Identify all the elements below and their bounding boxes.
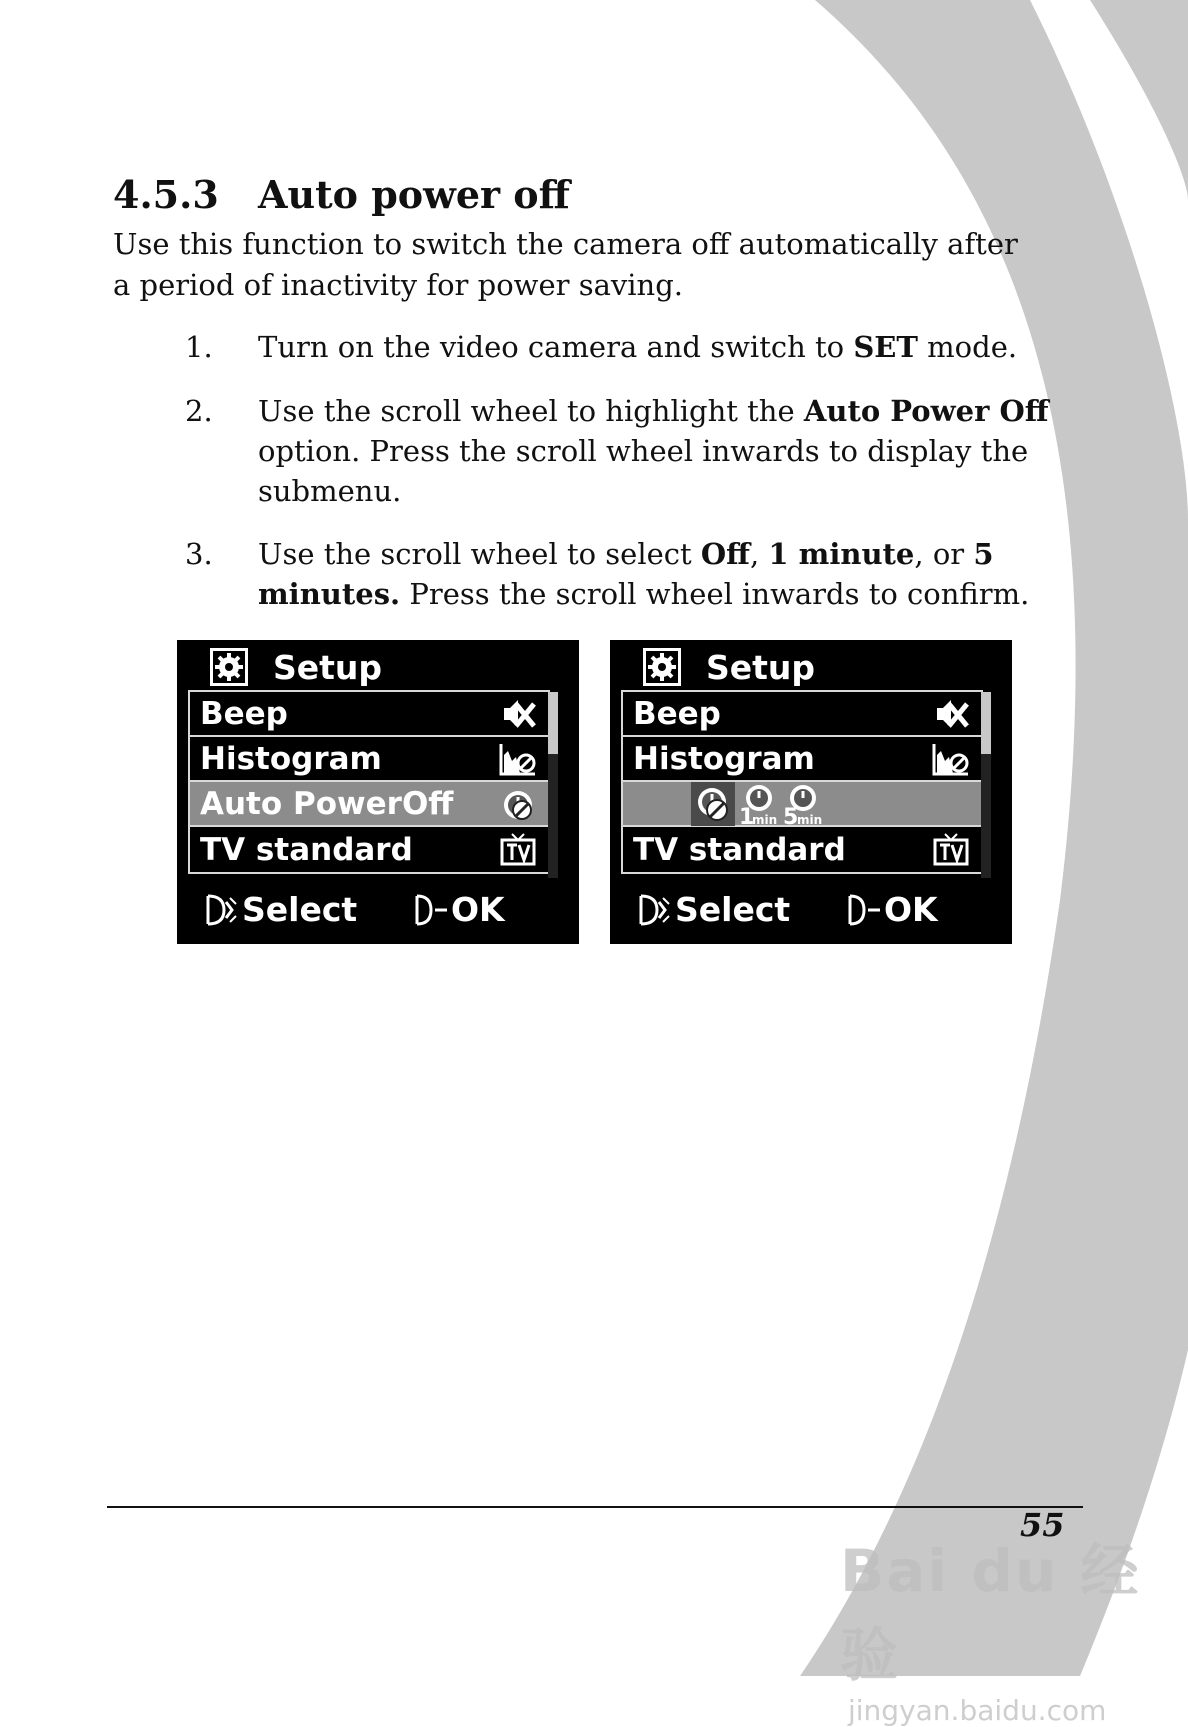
menu-item-auto-poweroff[interactable]: Auto PowerOff	[190, 782, 548, 827]
menu-item-histogram[interactable]: Histogram	[190, 737, 548, 782]
scrollbar-thumb[interactable]	[981, 692, 991, 754]
press-wheel-icon	[846, 892, 880, 928]
menu-item-beep[interactable]: Beep	[190, 692, 548, 737]
tv-icon	[931, 832, 971, 868]
svg-text:1: 1	[739, 804, 755, 826]
watermark-url: jingyan.baidu.com	[848, 1694, 1107, 1727]
section-number: 4.5.3	[113, 172, 219, 217]
step-text: Turn on the video camera and switch to SET mode.	[258, 330, 1018, 364]
screen-footer	[177, 886, 579, 936]
gear-icon	[642, 647, 682, 687]
menu-item-tv-standard[interactable]: TV standard	[623, 827, 981, 872]
auto-poweroff-icon	[498, 786, 538, 822]
page-number: 55	[1020, 1506, 1065, 1544]
menu-item-tv-standard[interactable]: TV standard	[190, 827, 548, 872]
setup-menu-list	[621, 690, 983, 874]
step-number: 2.	[185, 394, 213, 428]
press-wheel-icon	[413, 892, 447, 928]
scroll-wheel-icon	[204, 892, 238, 928]
step-number: 3.	[185, 537, 213, 571]
section-title: Auto power off	[258, 172, 570, 217]
camera-screen-poweroff-submenu	[610, 640, 1012, 944]
histogram-off-icon	[498, 741, 538, 777]
menu-scrollbar[interactable]	[981, 692, 991, 878]
menu-scrollbar[interactable]	[548, 692, 558, 878]
poweroff-5min-option-icon[interactable]	[779, 782, 823, 826]
svg-text:min: min	[797, 812, 823, 826]
poweroff-off-option-icon[interactable]	[691, 782, 735, 826]
footer-ok-hint: OK	[846, 890, 938, 929]
step-text: Use the scroll wheel to select Off, 1 minute, or 5 minutes. Press the scroll wheel inwards to confirm.	[258, 537, 1030, 611]
histogram-off-icon	[931, 741, 971, 777]
step-text: Use the scroll wheel to highlight the Auto Power Off option. Press the scroll wheel inwards to display the submenu.	[258, 394, 1049, 508]
poweroff-options	[691, 782, 823, 826]
menu-item-beep[interactable]: Beep	[623, 692, 981, 737]
beep-off-icon	[498, 696, 538, 732]
menu-item-histogram[interactable]: Histogram	[623, 737, 981, 782]
screen-title: Setup	[642, 648, 815, 686]
camera-screen-setup-menu	[177, 640, 579, 944]
footer-rule	[107, 1506, 1083, 1508]
beep-off-icon	[931, 696, 971, 732]
baidu-watermark	[840, 1524, 1188, 1727]
auto-poweroff-submenu	[623, 782, 981, 827]
scrollbar-thumb[interactable]	[548, 692, 558, 754]
screen-title: Setup	[209, 648, 382, 686]
section-heading	[113, 172, 570, 217]
watermark-brand: Bai du 经验	[840, 1537, 1141, 1689]
scroll-wheel-icon	[637, 892, 671, 928]
step-number: 1.	[185, 330, 213, 364]
svg-text:min: min	[752, 812, 778, 826]
footer-select-hint: Select	[204, 890, 357, 929]
setup-menu-list	[188, 690, 550, 874]
screen-footer	[610, 886, 1012, 936]
gear-icon	[209, 647, 249, 687]
svg-text:5: 5	[783, 804, 799, 826]
footer-select-hint: Select	[637, 890, 790, 929]
intro-paragraph: Use this function to switch the camera off automatically after a period of inactivity for power saving.	[113, 227, 1018, 302]
footer-ok-hint: OK	[413, 890, 505, 929]
poweroff-1min-option-icon[interactable]	[735, 782, 779, 826]
tv-icon	[498, 832, 538, 868]
